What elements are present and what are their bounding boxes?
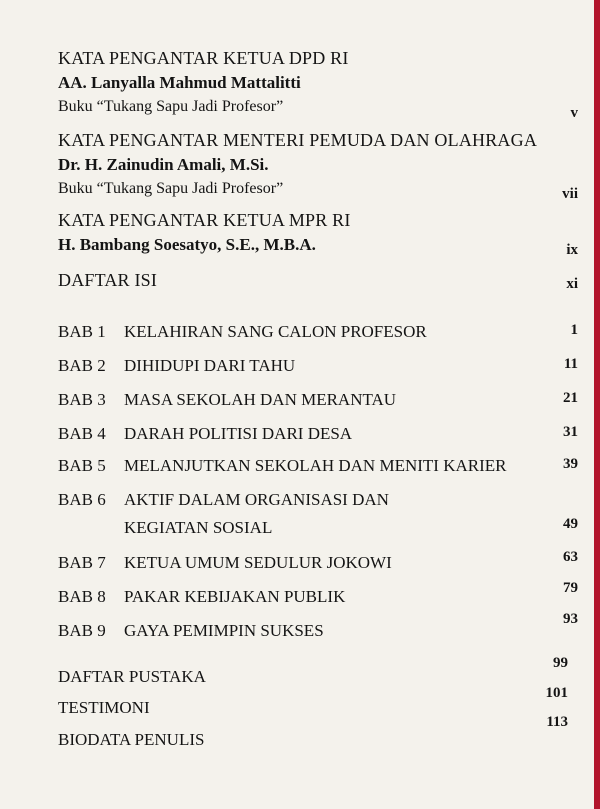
chapter-label: BAB 9 xyxy=(58,621,106,640)
chapter-label: BAB 1 xyxy=(58,322,106,341)
chapter-label: BAB 2 xyxy=(58,356,106,375)
entry-title: TESTIMONI xyxy=(58,698,150,717)
entry-page-number: xi xyxy=(566,276,578,292)
entry-title: BIODATA PENULIS xyxy=(58,730,205,749)
entry-subtitle: Buku “Tukang Sapu Jadi Profesor” xyxy=(58,97,284,115)
chapter-title: MASA SEKOLAH DAN MERANTAU xyxy=(124,390,397,409)
entry-page-number: vii xyxy=(562,186,578,202)
chapter-title: GAYA PEMIMPIN SUKSES xyxy=(124,621,324,640)
entry-page-number: 99 xyxy=(553,655,568,671)
entry-author: H. Bambang Soesatyo, S.E., M.B.A. xyxy=(58,234,316,254)
entry-title: KATA PENGANTAR KETUA MPR RI xyxy=(58,210,351,230)
chapter-page-number: 93 xyxy=(563,611,578,627)
chapter-title: DIHIDUPI DARI TAHU xyxy=(124,356,296,375)
chapter-page-number: 63 xyxy=(563,549,578,565)
chapter-title: PAKAR KEBIJAKAN PUBLIK xyxy=(124,587,346,606)
chapter-label: BAB 5 xyxy=(58,456,106,475)
toc-entry-foreword-menpora xyxy=(58,130,578,202)
chapter-page-number: 1 xyxy=(570,322,578,338)
chapter-page-number: 11 xyxy=(563,356,578,372)
chapter-page-number: 21 xyxy=(563,390,578,406)
toc-entry-bibliography xyxy=(58,655,578,687)
entry-author: Dr. H. Zainudin Amali, M.Si. xyxy=(58,154,269,174)
entry-page-number: v xyxy=(570,105,578,121)
entry-author: AA. Lanyalla Mahmud Mattalitti xyxy=(58,72,301,92)
chapter-page-number: 79 xyxy=(563,580,578,596)
entry-page-number: 101 xyxy=(545,685,568,701)
chapter-title-block xyxy=(124,490,389,538)
chapter-page-number: 31 xyxy=(563,424,578,440)
toc-entry-foreword-dpd xyxy=(58,48,578,121)
chapter-title: KELAHIRAN SANG CALON PROFESOR xyxy=(124,322,427,341)
entry-title: DAFTAR ISI xyxy=(58,270,158,290)
chapter-label: BAB 7 xyxy=(58,553,106,572)
chapter-label: BAB 4 xyxy=(58,424,106,443)
chapter-page-number: 49 xyxy=(563,516,578,532)
chapter-title: KETUA UMUM SEDULUR JOKOWI xyxy=(124,553,392,572)
entry-subtitle: Buku “Tukang Sapu Jadi Profesor” xyxy=(58,179,284,197)
chapter-title: AKTIF DALAM ORGANISASI DAN xyxy=(124,490,389,509)
entry-title: KATA PENGANTAR MENTERI PEMUDA DAN OLAHRAGA xyxy=(58,130,538,150)
chapter-title: DARAH POLITISI DARI DESA xyxy=(124,424,353,443)
chapter-label: BAB 8 xyxy=(58,587,106,606)
toc-entry-author-biography xyxy=(58,714,578,750)
chapter-label: BAB 3 xyxy=(58,390,106,409)
entry-page-number: 113 xyxy=(546,714,568,730)
chapter-page-number: 39 xyxy=(563,456,578,472)
entry-title: DAFTAR PUSTAKA xyxy=(58,667,206,686)
entry-page-number: ix xyxy=(566,242,578,258)
toc-entry-foreword-mpr xyxy=(58,210,578,258)
chapter-title: MELANJUTKAN SEKOLAH DAN MENITI KARIER xyxy=(124,456,507,475)
toc-entry-testimonials xyxy=(58,685,578,718)
book-spine-edge xyxy=(594,0,600,809)
chapter-title-line-2: KEGIATAN SOSIAL xyxy=(124,518,273,537)
entry-title: KATA PENGANTAR KETUA DPD RI xyxy=(58,48,349,68)
toc-entry-table-of-contents xyxy=(58,270,578,292)
chapter-label: BAB 6 xyxy=(58,490,106,509)
